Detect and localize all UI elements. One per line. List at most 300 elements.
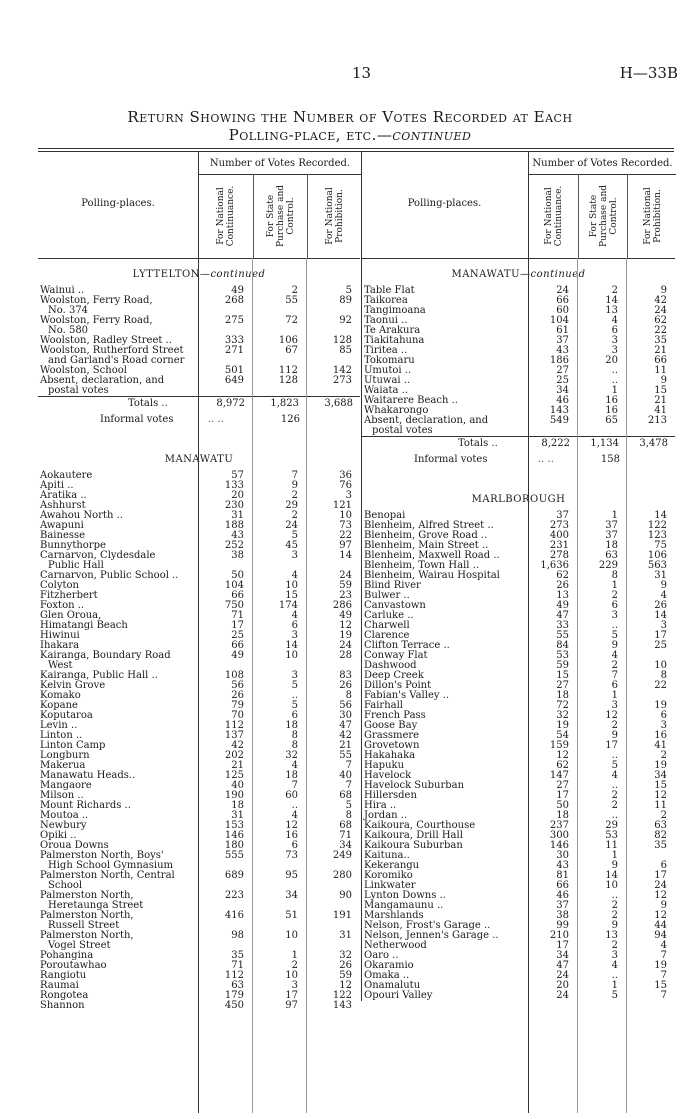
section-heading bbox=[38, 269, 360, 280]
vote-count: 555 bbox=[224, 850, 244, 861]
vote-count: 1 bbox=[611, 980, 618, 991]
polling-place-line: Pohangina bbox=[40, 950, 94, 961]
polling-place-line: Fabian's Valley .. bbox=[364, 690, 450, 701]
right-col-header-1 bbox=[529, 174, 578, 258]
spacer bbox=[38, 428, 360, 450]
vote-count: 6 bbox=[291, 840, 298, 851]
vote-count: 38 bbox=[556, 910, 569, 921]
vote-count: 24 bbox=[556, 970, 569, 981]
polling-place-line: Raumai bbox=[40, 980, 79, 991]
vote-count: 4 bbox=[291, 570, 298, 581]
vote-count: 6 bbox=[611, 600, 618, 611]
polling-place-line-2: No. 374 bbox=[48, 305, 89, 316]
vote-count: 147 bbox=[549, 770, 569, 781]
polling-place-line: Manawatu Heads.. bbox=[40, 770, 136, 781]
left-column-rule bbox=[198, 258, 199, 1113]
right-column-rule bbox=[577, 258, 578, 1113]
polling-place-line: Bulwer .. bbox=[364, 590, 410, 601]
informal-votes-row bbox=[362, 454, 675, 468]
polling-place-line: Kairanga, Boundary Road bbox=[40, 650, 171, 661]
polling-place-name bbox=[40, 1001, 194, 1011]
vote-count: 249 bbox=[332, 850, 352, 861]
left-column-rule bbox=[252, 258, 253, 1113]
vote-count: 8 bbox=[345, 690, 352, 701]
vote-count: 26 bbox=[556, 580, 569, 591]
vote-count: 416 bbox=[224, 910, 244, 921]
table-top-rule bbox=[38, 148, 674, 149]
vote-count: 34 bbox=[339, 840, 352, 851]
section-title: MANAWATU bbox=[164, 454, 234, 465]
vote-count: 1 bbox=[611, 690, 618, 701]
vote-count: 71 bbox=[339, 830, 352, 841]
vote-count: 3 bbox=[611, 610, 618, 621]
left-col-header-line: Control. bbox=[286, 197, 296, 235]
vote-count: 22 bbox=[654, 325, 667, 336]
vote-count: 4 bbox=[291, 760, 298, 771]
polling-place-name bbox=[40, 891, 194, 911]
vote-count: 60 bbox=[556, 305, 569, 316]
left-column-rule bbox=[306, 258, 307, 1113]
polling-place-line: Waiata .. bbox=[364, 385, 409, 396]
vote-count: 4 bbox=[611, 770, 618, 781]
polling-place-line-2: No. 580 bbox=[48, 325, 89, 336]
polling-place-line: Palmerston North, bbox=[40, 910, 134, 921]
vote-count: 51 bbox=[285, 910, 298, 921]
vote-count: 230 bbox=[224, 500, 244, 511]
polling-place-line-2: Vogel Street bbox=[48, 940, 111, 951]
table-row bbox=[362, 691, 675, 701]
page-number: 13 bbox=[352, 64, 372, 82]
table-row bbox=[362, 991, 675, 1001]
vote-count: 95 bbox=[285, 870, 298, 881]
vote-count: 68 bbox=[339, 790, 352, 801]
table-row bbox=[38, 651, 360, 671]
polling-place-line: Rangiotu bbox=[40, 970, 87, 981]
vote-count: 14 bbox=[339, 550, 352, 561]
vote-count: 24 bbox=[654, 305, 667, 316]
vote-count: 61 bbox=[556, 325, 569, 336]
vote-count: 1 bbox=[611, 580, 618, 591]
left-col-header-line: Purchase and bbox=[276, 184, 286, 248]
right-table-body bbox=[362, 259, 675, 1001]
vote-count: 104 bbox=[549, 315, 569, 326]
polling-place-line: Omaka .. bbox=[364, 970, 410, 981]
vote-count: 24 bbox=[654, 880, 667, 891]
vote-count: 3 bbox=[345, 490, 352, 501]
polling-place-line: Dashwood bbox=[364, 660, 417, 671]
vote-count: 89 bbox=[339, 295, 352, 306]
vote-count: 7 bbox=[291, 470, 298, 481]
vote-count: 18 bbox=[556, 810, 569, 821]
vote-count: 66 bbox=[231, 590, 244, 601]
vote-count: 55 bbox=[339, 750, 352, 761]
polling-place-line: Komako bbox=[40, 690, 81, 701]
polling-place-line: Kopane bbox=[40, 700, 78, 711]
vote-count: 5 bbox=[345, 285, 352, 296]
vote-count: 7 bbox=[291, 780, 298, 791]
vote-count: 26 bbox=[231, 690, 244, 701]
vote-count: 1 bbox=[611, 850, 618, 861]
polling-place-line: Mangamaunu .. bbox=[364, 900, 444, 911]
vote-count: 159 bbox=[549, 740, 569, 751]
vote-count: 7 bbox=[345, 780, 352, 791]
left-col-header-line: For State bbox=[266, 194, 276, 238]
vote-count: 1 bbox=[291, 950, 298, 961]
left-votes-group-label: Number of Votes Recorded. bbox=[209, 158, 351, 169]
polling-place-line: Palmerston North, Central bbox=[40, 870, 175, 881]
polling-place-line: Absent, declaration, and bbox=[364, 415, 489, 426]
left-col-header-2 bbox=[253, 174, 308, 258]
section-heading bbox=[362, 269, 675, 280]
vote-count: 71 bbox=[231, 610, 244, 621]
left-table-body bbox=[38, 259, 360, 1011]
left-col-header-line: For National bbox=[325, 187, 335, 245]
vote-count: 65 bbox=[605, 415, 618, 426]
vote-count: 16 bbox=[285, 830, 298, 841]
vote-count: 4 bbox=[291, 610, 298, 621]
title-line-1: Return Showing the Number of Votes Recorded at Each bbox=[127, 108, 573, 126]
vote-count: 112 bbox=[224, 970, 244, 981]
vote-count: 28 bbox=[339, 650, 352, 661]
vote-count: 9 bbox=[660, 285, 667, 296]
vote-count: 450 bbox=[224, 1000, 244, 1011]
vote-count: 125 bbox=[224, 770, 244, 781]
polling-place-line: Bunnythorpe bbox=[40, 540, 106, 551]
right-col-header-text-3 bbox=[643, 187, 663, 245]
table-row bbox=[38, 971, 360, 981]
polling-place-line: Havelock bbox=[364, 770, 412, 781]
vote-count: 85 bbox=[339, 345, 352, 356]
polling-place-line: Mangaore bbox=[40, 780, 92, 791]
vote-count: 13 bbox=[605, 930, 618, 941]
vote-count: 2 bbox=[611, 910, 618, 921]
right-column bbox=[361, 152, 675, 1001]
vote-count: 21 bbox=[339, 740, 352, 751]
vote-count: 11 bbox=[654, 365, 667, 376]
polling-place-line-2: Public Hall bbox=[48, 560, 104, 571]
table-row bbox=[38, 721, 360, 731]
vote-count: 7 bbox=[345, 760, 352, 771]
polling-place-line-2: Heretaunga Street bbox=[48, 900, 144, 911]
vote-count: 34 bbox=[285, 890, 298, 901]
vote-count: 1,636 bbox=[540, 560, 569, 571]
vote-count: 14 bbox=[654, 510, 667, 521]
vote-count: 273 bbox=[549, 520, 569, 531]
section-heading bbox=[38, 454, 360, 465]
polling-place-name bbox=[364, 991, 524, 1001]
left-col-header-line: For National bbox=[216, 187, 226, 245]
polling-place-line: Tokomaru bbox=[364, 355, 415, 366]
polling-place-line: Fairhall bbox=[364, 700, 403, 711]
vote-count: 12 bbox=[654, 790, 667, 801]
polling-place-line: Opiki .. bbox=[40, 830, 77, 841]
polling-place-line: Colyton bbox=[40, 580, 79, 591]
vote-count: 32 bbox=[339, 950, 352, 961]
vote-count: 2 bbox=[660, 810, 667, 821]
vote-count: 32 bbox=[285, 750, 298, 761]
right-col-header-line: For National bbox=[543, 187, 554, 245]
vote-count: 6 bbox=[291, 710, 298, 721]
vote-count: 70 bbox=[231, 710, 244, 721]
vote-count: 4 bbox=[611, 960, 618, 971]
right-polling-places-heading: Polling-places. bbox=[407, 198, 482, 209]
vote-count: 12 bbox=[339, 980, 352, 991]
vote-count: 50 bbox=[231, 570, 244, 581]
vote-count: 21 bbox=[654, 395, 667, 406]
polling-place-line: Conway Flat bbox=[364, 650, 428, 661]
polling-place-line: Totals .. bbox=[128, 398, 168, 409]
vote-count: 8 bbox=[611, 570, 618, 581]
polling-place-line: Charwell bbox=[364, 620, 410, 631]
section-heading bbox=[362, 494, 675, 505]
vote-count: 5 bbox=[345, 800, 352, 811]
vote-count: 108 bbox=[224, 670, 244, 681]
right-col-header-line: Control. bbox=[608, 197, 619, 235]
vote-count: .. bbox=[611, 780, 618, 791]
vote-count: 41 bbox=[654, 405, 667, 416]
vote-count: 18 bbox=[556, 690, 569, 701]
vote-count: 20 bbox=[605, 355, 618, 366]
polling-place-line: Hira .. bbox=[364, 800, 397, 811]
vote-count: 25 bbox=[654, 640, 667, 651]
vote-count: 16 bbox=[654, 730, 667, 741]
vote-count: 79 bbox=[231, 700, 244, 711]
vote-count: 106 bbox=[647, 550, 667, 561]
polling-place-line-2: High School Gymnasium bbox=[48, 860, 174, 871]
vote-count: 49 bbox=[231, 285, 244, 296]
polling-place-line: Ashhurst bbox=[40, 500, 86, 511]
vote-count: 300 bbox=[549, 830, 569, 841]
vote-count: 6 bbox=[611, 325, 618, 336]
vote-count: 82 bbox=[654, 830, 667, 841]
vote-count: 19 bbox=[654, 760, 667, 771]
table-row bbox=[362, 376, 675, 386]
polling-place-line: Clifton Terrace .. bbox=[364, 640, 450, 651]
right-col-header-line: For National bbox=[642, 187, 653, 245]
polling-place-line: Lynton Downs .. bbox=[364, 890, 446, 901]
polling-place-line: Milson .. bbox=[40, 790, 84, 801]
vote-count: 15 bbox=[556, 670, 569, 681]
vote-count: 563 bbox=[647, 560, 667, 571]
polling-place-line: Woolston, Ferry Road, bbox=[40, 295, 153, 306]
polling-place-line: Aokautere bbox=[40, 470, 93, 481]
left-col-header-line: Continuance. bbox=[226, 185, 236, 247]
vote-count: 56 bbox=[339, 700, 352, 711]
vote-count: 62 bbox=[556, 570, 569, 581]
vote-count: 26 bbox=[654, 600, 667, 611]
vote-count: 47 bbox=[339, 720, 352, 731]
polling-place-line: Absent, declaration, and bbox=[40, 375, 165, 386]
vote-count: 689 bbox=[224, 870, 244, 881]
vote-count: 122 bbox=[332, 990, 352, 1001]
left-column bbox=[38, 152, 360, 1011]
polling-place-line-2: Russell Street bbox=[48, 920, 120, 931]
vote-count: 16 bbox=[605, 405, 618, 416]
vote-count: 37 bbox=[556, 335, 569, 346]
polling-place-name bbox=[458, 437, 518, 450]
vote-count: 49 bbox=[339, 610, 352, 621]
table-row bbox=[38, 851, 360, 871]
polling-place-line: Taonui .. bbox=[364, 315, 408, 326]
vote-count: 24 bbox=[339, 570, 352, 581]
table-row bbox=[38, 376, 360, 396]
polling-place-name bbox=[128, 397, 188, 410]
polling-place-line: Poroutawhao bbox=[40, 960, 107, 971]
right-col-header-line: For State bbox=[588, 194, 599, 238]
vote-count: 66 bbox=[231, 640, 244, 651]
right-col-header-line: Prohibition. bbox=[652, 189, 663, 243]
vote-count: 24 bbox=[556, 990, 569, 1001]
polling-place-line-2: postal votes bbox=[372, 425, 433, 436]
vote-count: 8 bbox=[291, 740, 298, 751]
vote-count: 14 bbox=[285, 640, 298, 651]
right-col-header-3 bbox=[627, 174, 677, 258]
vote-count: 2 bbox=[291, 510, 298, 521]
vote-count: 42 bbox=[654, 295, 667, 306]
vote-count: 81 bbox=[556, 870, 569, 881]
polling-place-line: Tangimoana bbox=[364, 305, 426, 316]
polling-place-line-2: School bbox=[48, 880, 83, 891]
polling-place-line: Kaikoura, Drill Hall bbox=[364, 830, 463, 841]
polling-place-line: Waitarere Beach .. bbox=[364, 395, 458, 406]
vote-count: 9 bbox=[660, 900, 667, 911]
polling-place-line: Apiti .. bbox=[40, 480, 74, 491]
right-col-header-text-2 bbox=[589, 185, 619, 247]
vote-count: 9 bbox=[660, 375, 667, 386]
table-row bbox=[38, 821, 360, 831]
polling-place-line: Levin .. bbox=[40, 720, 78, 731]
table-row bbox=[38, 491, 360, 501]
polling-place-line: Fitzherbert bbox=[40, 590, 98, 601]
left-col-header-text-1 bbox=[216, 186, 236, 247]
page-title bbox=[0, 108, 700, 144]
vote-count: 73 bbox=[339, 520, 352, 531]
vote-count: 47 bbox=[556, 610, 569, 621]
vote-count: 9 bbox=[611, 920, 618, 931]
leader-dots: .. .. bbox=[538, 454, 554, 465]
polling-place-line: Linkwater bbox=[364, 880, 416, 891]
vote-count: 7 bbox=[660, 970, 667, 981]
vote-count: 15 bbox=[285, 590, 298, 601]
vote-count: 44 bbox=[654, 920, 667, 931]
right-col-header-text-1 bbox=[544, 186, 564, 247]
vote-count: 3,478 bbox=[626, 437, 668, 450]
polling-place-line: Hiwinui bbox=[40, 630, 80, 641]
vote-count: 142 bbox=[332, 365, 352, 376]
table-row bbox=[38, 591, 360, 601]
vote-count: 90 bbox=[339, 890, 352, 901]
vote-count: 59 bbox=[339, 580, 352, 591]
vote-count: 3 bbox=[291, 550, 298, 561]
vote-count: 40 bbox=[339, 770, 352, 781]
vote-count: 19 bbox=[339, 630, 352, 641]
vote-count: 153 bbox=[224, 820, 244, 831]
polling-place-line: Awapuni bbox=[40, 520, 84, 531]
vote-count: 10 bbox=[285, 650, 298, 661]
polling-place-line: Kelvin Grove bbox=[40, 680, 106, 691]
table-row bbox=[38, 961, 360, 971]
polling-place-name bbox=[40, 871, 194, 891]
left-col-header-text-3 bbox=[325, 187, 345, 245]
vote-count: 34 bbox=[556, 385, 569, 396]
informal-votes-label: Informal votes bbox=[414, 454, 488, 465]
vote-count: 11 bbox=[654, 800, 667, 811]
vote-count: 750 bbox=[224, 600, 244, 611]
vote-count: 143 bbox=[332, 1000, 352, 1011]
vote-count: 19 bbox=[654, 700, 667, 711]
vote-count: 29 bbox=[605, 820, 618, 831]
polling-place-line: Blenheim, Wairau Hospital bbox=[364, 570, 500, 581]
vote-count: 33 bbox=[556, 620, 569, 631]
vote-count: 20 bbox=[556, 980, 569, 991]
vote-count: 35 bbox=[231, 950, 244, 961]
polling-place-line: Tiritea .. bbox=[364, 345, 408, 356]
vote-count: 174 bbox=[278, 600, 298, 611]
vote-count: 333 bbox=[224, 335, 244, 346]
left-col-header-text-2 bbox=[266, 185, 296, 247]
vote-count: 55 bbox=[285, 295, 298, 306]
vote-count: 32 bbox=[556, 710, 569, 721]
polling-place-line: Palmerston North, bbox=[40, 890, 134, 901]
table-row bbox=[38, 871, 360, 891]
vote-count: 18 bbox=[285, 720, 298, 731]
table-row bbox=[38, 891, 360, 911]
vote-count: 3 bbox=[291, 630, 298, 641]
polling-place-line: Blenheim, Main Street .. bbox=[364, 540, 489, 551]
right-col-header-2 bbox=[578, 174, 628, 258]
informal-votes-value: 158 bbox=[600, 454, 620, 465]
vote-count: 14 bbox=[654, 610, 667, 621]
vote-count: 237 bbox=[549, 820, 569, 831]
vote-count: 10 bbox=[339, 510, 352, 521]
right-column-rule bbox=[626, 258, 627, 1113]
right-column-rule bbox=[528, 258, 529, 1113]
polling-place-line: Woolston, Radley Street .. bbox=[40, 335, 172, 346]
vote-count: 76 bbox=[339, 480, 352, 491]
polling-place-line: Woolston, School bbox=[40, 365, 127, 376]
vote-count: 106 bbox=[278, 335, 298, 346]
vote-count: 26 bbox=[339, 960, 352, 971]
polling-place-line: Deep Creek bbox=[364, 670, 424, 681]
vote-count: 10 bbox=[285, 970, 298, 981]
polling-place-line: Moutoa .. bbox=[40, 810, 89, 821]
vote-count: 62 bbox=[654, 315, 667, 326]
table-row bbox=[38, 621, 360, 631]
vote-count: 229 bbox=[598, 560, 618, 571]
vote-count: 6 bbox=[660, 860, 667, 871]
vote-count: 231 bbox=[549, 540, 569, 551]
vote-count: 17 bbox=[654, 630, 667, 641]
vote-count: 278 bbox=[549, 550, 569, 561]
section-title: MARLBOROUGH bbox=[471, 494, 566, 505]
vote-count: 29 bbox=[285, 500, 298, 511]
vote-count: 26 bbox=[339, 680, 352, 691]
vote-count: 12 bbox=[654, 910, 667, 921]
vote-count: 123 bbox=[647, 530, 667, 541]
vote-count: 137 bbox=[224, 730, 244, 741]
table-row bbox=[362, 801, 675, 811]
vote-count: 34 bbox=[654, 770, 667, 781]
right-col-header-line: Continuance. bbox=[553, 185, 564, 247]
vote-count: 16 bbox=[605, 395, 618, 406]
polling-place-line: Ihakara bbox=[40, 640, 80, 651]
polling-place-line: Bainesse bbox=[40, 530, 86, 541]
vote-count: 10 bbox=[285, 930, 298, 941]
vote-count: 146 bbox=[549, 840, 569, 851]
vote-count: 9 bbox=[291, 480, 298, 491]
vote-count: 42 bbox=[339, 730, 352, 741]
vote-count: 19 bbox=[556, 720, 569, 731]
